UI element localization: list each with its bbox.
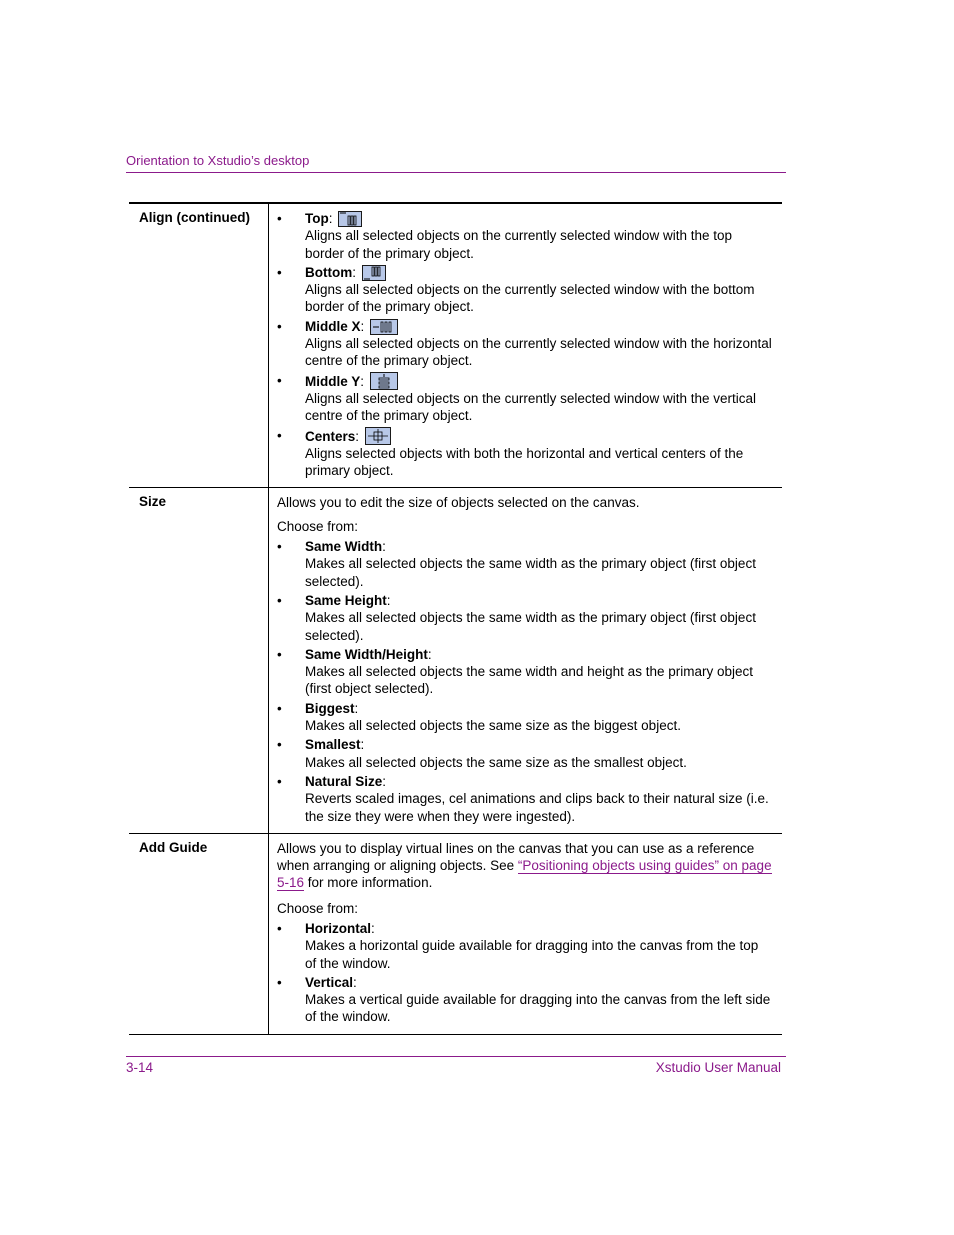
- manual-title: Xstudio User Manual: [655, 1060, 781, 1075]
- list-item: • Bottom: Aligns all selected objects on the currently selected window with the bottom border of the primary object.: [277, 264, 755, 315]
- bullet: •: [277, 700, 282, 716]
- bullet: •: [277, 646, 282, 662]
- option-description: Aligns all selected objects on the currently selected window with the top border of the primary object.: [305, 228, 732, 261]
- list-item: • Horizontal: Makes a horizontal guide available for dragging into the canvas from the top of the window.: [277, 920, 759, 971]
- table-row-size: [129, 488, 782, 833]
- list-item: • Top: Aligns all selected objects on the currently selected window with the top border of the primary object.: [277, 211, 732, 261]
- row-description: [269, 204, 782, 487]
- bullet: •: [277, 264, 282, 280]
- option-list: [277, 538, 772, 825]
- row-description: [269, 488, 782, 832]
- option-description: Makes all selected objects the same size as the biggest object.: [305, 718, 681, 734]
- option-list: [277, 920, 772, 1026]
- bullet: •: [277, 372, 282, 388]
- header-rule: [126, 172, 786, 173]
- align-middle-y-icon: [370, 372, 398, 390]
- row-label: Add Guide: [129, 834, 269, 1034]
- row-label: Align (continued): [129, 204, 269, 487]
- option-description: Aligns selected objects with both the horizontal and vertical centers of the primary object.: [305, 445, 744, 479]
- row-intro: [277, 840, 772, 892]
- option-description: Aligns all selected objects on the currently selected window with the bottom border of the primary object.: [305, 282, 755, 315]
- option-term: Same Width/Height: [305, 646, 428, 662]
- option-description: Reverts scaled images, cel animations and clips back to their natural size (i.e. the size they were when they were ingested).: [305, 791, 769, 824]
- list-item: • Middle Y: Aligns all selected objects on the currently selected window with the vertical centre of the primary object.: [277, 372, 756, 424]
- choose-from-label: Choose from:: [277, 518, 359, 534]
- options-table: [129, 202, 782, 1035]
- option-term: Natural Size: [305, 773, 383, 789]
- intro-text: Allows you to display virtual lines on the canvas that you can use as a reference when arranging or aligning objects. See: [277, 840, 755, 874]
- bullet: •: [277, 318, 282, 334]
- option-term: Vertical: [305, 974, 354, 990]
- option-term: Top: [305, 211, 329, 226]
- align-top-icon: [338, 211, 362, 227]
- choose-from-label: Choose from:: [277, 900, 359, 916]
- footer-rule: [126, 1056, 786, 1057]
- list-item: • Same Width: Makes all selected objects the same width as the primary object (first object selected).: [277, 539, 756, 589]
- align-centers-icon: [365, 427, 391, 445]
- list-item: • Centers: Aligns selected objects with both the horizontal and vertical centers of the primary object.: [277, 427, 744, 479]
- table-row-align: [129, 204, 782, 488]
- option-description: Makes all selected objects the same size as the smallest object.: [305, 754, 687, 770]
- option-description: Makes all selected objects the same width as the primary object (first object selected).: [305, 556, 756, 589]
- intro-text-after: for more information.: [304, 875, 433, 891]
- option-term: Smallest: [305, 737, 361, 753]
- cross-reference-link[interactable]: “Positioning objects using guides” on page 5-16: [277, 858, 772, 891]
- align-bottom-icon: [362, 265, 386, 281]
- bullet: •: [277, 427, 282, 443]
- row-label: Size: [129, 488, 269, 832]
- row-intro: Allows you to edit the size of objects selected on the canvas.: [277, 495, 640, 511]
- bullet: •: [277, 539, 282, 555]
- bullet: •: [277, 974, 282, 990]
- list-item: • Same Width/Height: Makes all selected objects the same width and height as the primary object (first object selected).: [277, 646, 753, 697]
- table-row-add-guide: [129, 834, 782, 1035]
- option-description: Makes a vertical guide available for dragging into the canvas from the left side of the window.: [305, 992, 771, 1025]
- list-item: • Middle X: Aligns all selected objects on the currently selected window with the horizontal centre of the primary object.: [277, 318, 772, 369]
- bullet: •: [277, 211, 282, 226]
- option-description: Makes a horizontal guide available for dragging into the canvas from the top of the window.: [305, 938, 759, 971]
- option-term: Bottom: [305, 264, 353, 280]
- option-term: Middle X: [305, 318, 361, 334]
- bullet: •: [277, 920, 282, 936]
- option-term: Same Height: [305, 592, 387, 608]
- option-list: [277, 210, 772, 479]
- bullet: •: [277, 592, 282, 608]
- list-item: • Natural Size: Reverts scaled images, cel animations and clips back to their natural size (i.e. the size they were when they were ingested).: [277, 773, 769, 824]
- option-description: Aligns all selected objects on the currently selected window with the vertical centre of the primary object.: [305, 390, 756, 424]
- option-term: Middle Y: [305, 373, 361, 389]
- option-term: Biggest: [305, 700, 355, 716]
- option-term: Horizontal: [305, 920, 371, 936]
- option-term: Same Width: [305, 539, 383, 555]
- bullet: •: [277, 737, 282, 753]
- option-description: Makes all selected objects the same width as the primary object (first object selected).: [305, 610, 756, 643]
- page-number: 3-14: [126, 1060, 154, 1075]
- list-item: • Same Height: Makes all selected objects the same width as the primary object (first object selected).: [277, 592, 756, 643]
- list-item: • Vertical: Makes a vertical guide available for dragging into the canvas from the left side of the window.: [277, 974, 771, 1025]
- bullet: •: [277, 773, 282, 789]
- align-middle-x-icon: [370, 319, 398, 335]
- option-description: Makes all selected objects the same width and height as the primary object (first object selected).: [305, 664, 753, 697]
- option-description: Aligns all selected objects on the currently selected window with the horizontal centre of the primary object.: [305, 336, 772, 369]
- running-header: Orientation to Xstudio’s desktop: [126, 153, 310, 168]
- list-item: • Smallest: Makes all selected objects the same size as the smallest object.: [277, 737, 687, 770]
- row-description: [269, 834, 782, 1034]
- option-term: Centers: [305, 428, 356, 444]
- list-item: • Biggest: Makes all selected objects the same size as the biggest object.: [277, 700, 681, 734]
